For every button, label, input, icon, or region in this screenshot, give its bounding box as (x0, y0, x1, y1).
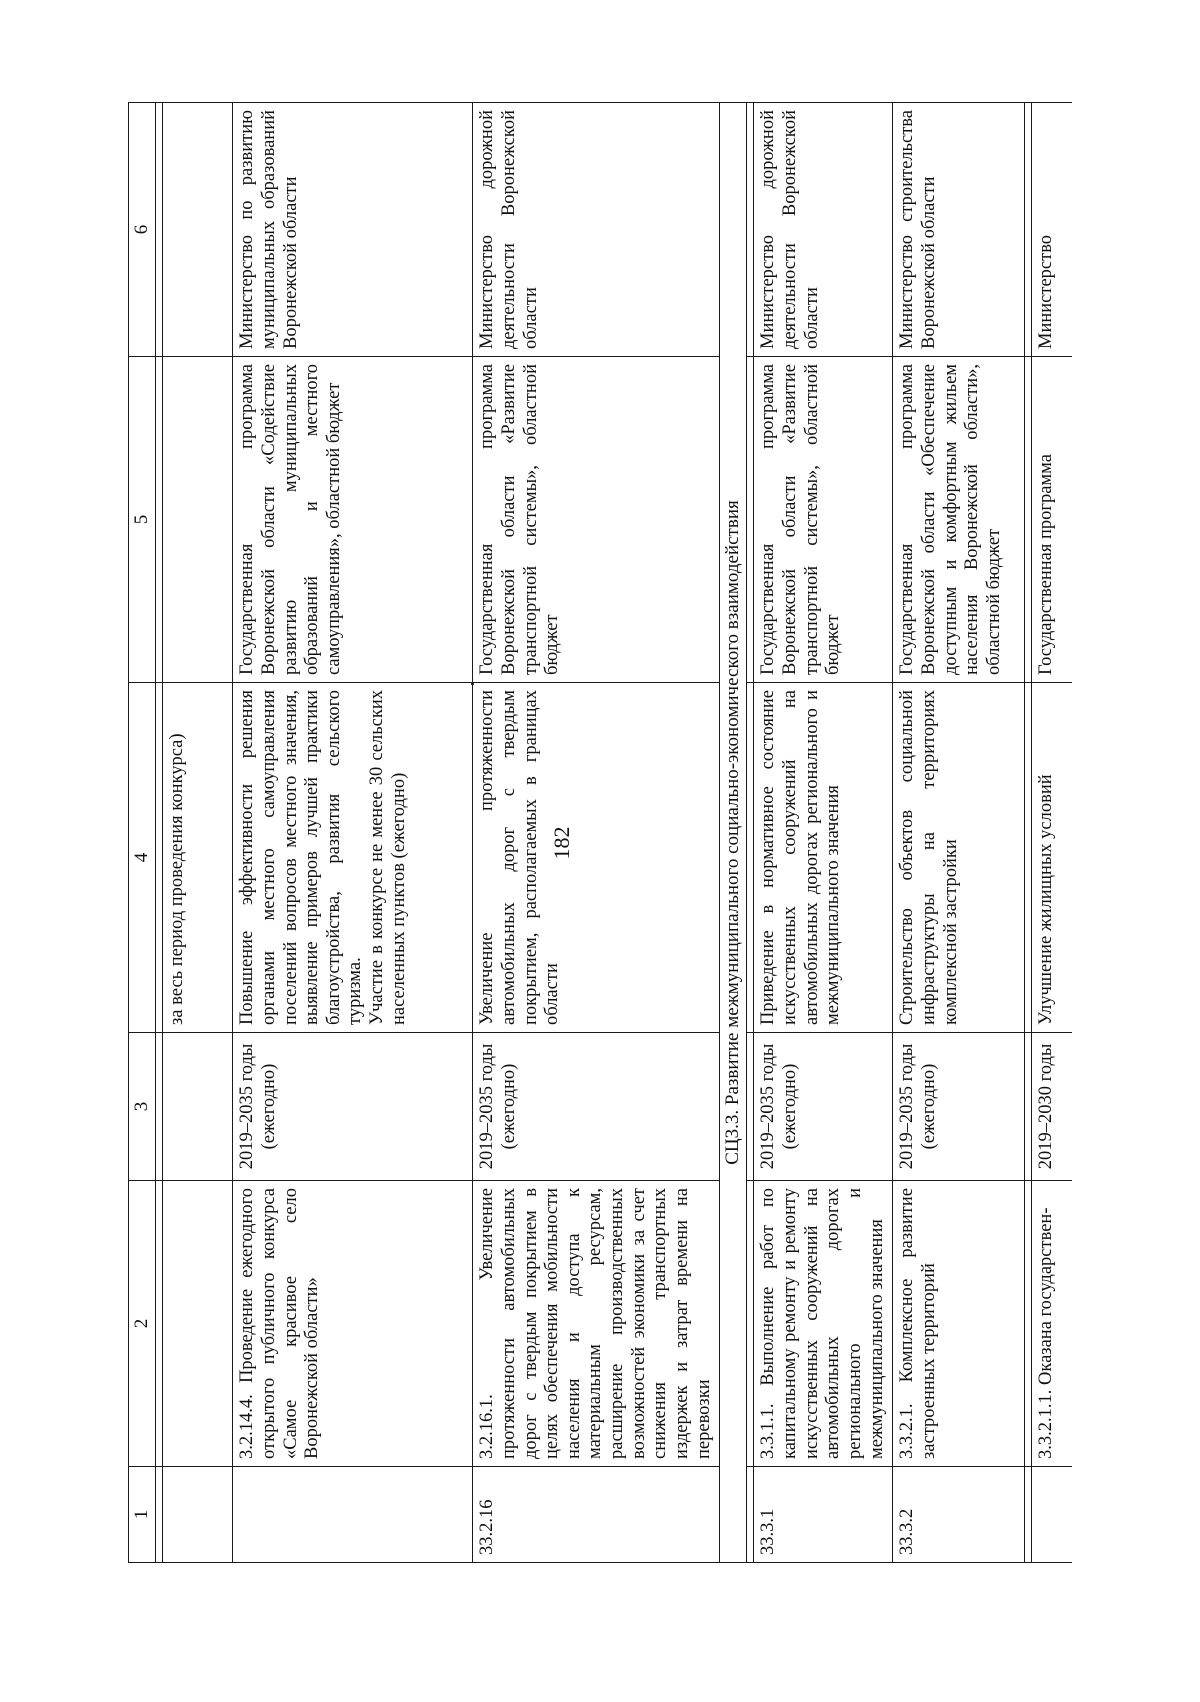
column-header: 3 (129, 1033, 156, 1181)
period-cell: 2019–2035 годы (ежегодно) (893, 1033, 1025, 1181)
page-number: 182 (549, 826, 574, 860)
source-cell: Государственная программа Воронежской области «Развитие транспортной системы», областной бюджет (754, 357, 893, 683)
measure-cell: 3.2.14.4. Проведение ежегодного открытого публичного конкурса «Самое красивое село Воронежской области» (233, 1181, 473, 1467)
source-cell: Государственная программа Воронежской области «Обеспечение доступным и комфортным жильем населения Воронежской области», областной бюджет (893, 357, 1025, 683)
source-cell: Государственная программа Воронежской области «Развитие транспортной системы», областной бюджет (473, 357, 720, 683)
measure-cell: 3.3.2.1. Комплексное развитие застроенных территорий (893, 1181, 1025, 1467)
table-row (163, 103, 233, 1563)
result-cell: Приведение в нормативное состояние искусственных сооружений на автомобильных дорогах регионального и межмуниципального значения (754, 683, 893, 1033)
result-cell: Увеличение протяженности автомобильных дорог с твердым покрытием, располагаемых в границах области (473, 683, 720, 1033)
source-cell: Государственная программа (1032, 357, 1072, 683)
result-cell: Улучшение жилищных условий (1032, 683, 1072, 1033)
period-cell: 2019–2035 годы (ежегодно) (754, 1033, 893, 1181)
column-header: 1 (129, 1467, 156, 1563)
result-text: Повышение эффективности решения органами местного самоуправления поселений вопросов местного значения, выявление примеров лучшей практики благоустройства, развития сельского туризма. (237, 690, 366, 1025)
column-header: 5 (129, 357, 156, 683)
section-title: СЦ3.3. Развитие межмуниципального социально-экономического взаимодействия (720, 103, 747, 1563)
table-row (754, 103, 893, 1563)
code-cell: 33.2.16 (473, 1467, 720, 1563)
period-cell (163, 1033, 233, 1181)
table-row (893, 103, 1025, 1563)
column-header: 4 (129, 683, 156, 1033)
responsible-cell: Министерство (1032, 103, 1072, 357)
responsible-cell (163, 103, 233, 357)
column-header: 2 (129, 1181, 156, 1467)
responsible-cell: Министерство дорожной деятельности Воронежской области (473, 103, 720, 357)
measure-cell: 3.3.2.1.1. Оказана государствен- (1032, 1181, 1072, 1467)
table-row (1032, 103, 1072, 1563)
result-cell: Строительство объектов социальной инфраструктуры на территориях комплексной застройки (893, 683, 1025, 1033)
period-cell: 2019–2035 годы (ежегодно) (473, 1033, 720, 1181)
code-cell (233, 1467, 473, 1563)
table-row (233, 103, 473, 1563)
column-header: 6 (129, 103, 156, 357)
code-cell (163, 1467, 233, 1563)
result-cell (233, 683, 473, 1033)
responsible-cell: Министерство строительства Воронежской области (893, 103, 1025, 357)
rotated-page-content (128, 25, 1198, 1585)
section-row (720, 103, 747, 1563)
spacer-row (747, 103, 754, 1563)
responsible-cell: Министерство дорожной деятельности Воронежской области (754, 103, 893, 357)
table-header-row (129, 103, 156, 1563)
table-row (473, 103, 720, 1563)
period-cell: 2019–2035 годы (ежегодно) (233, 1033, 473, 1181)
period-cell: 2019–2030 годы (1032, 1033, 1072, 1181)
result-cell: за весь период проведения конкурса) (163, 683, 233, 1033)
spacer-row (156, 103, 163, 1563)
result-text: Участие в конкурсе не менее 30 сельских населенных пунктов (ежегодно) (367, 690, 409, 1025)
measure-cell: 3.3.1.1. Выполнение работ по капитальному ремонту и ремонту искусственных сооружений на автомобильных дорогах регионального и межмуниципального значения (754, 1181, 893, 1467)
code-cell: 33.3.2 (893, 1467, 1025, 1563)
measures-table (128, 102, 1072, 1563)
source-cell (163, 357, 233, 683)
responsible-cell: Министерство по развитию муниципальных образований Воронежской области (233, 103, 473, 357)
source-cell: Государственная программа Воронежской области «Содействие развитию муниципальных образований и местного самоуправления», областной бюджет (233, 357, 473, 683)
code-cell: 33.3.1 (754, 1467, 893, 1563)
measure-cell (163, 1181, 233, 1467)
measure-cell: 3.2.16.1. Увеличение протяженности автомобильных дорог с твердым покрытием в целях обеспечения мобильности населения и доступа к материальным ресурсам, расширение производственных возможностей экономики за счет снижения транспортных издержек и затрат времени на перевозки (473, 1181, 720, 1467)
code-cell (1032, 1467, 1072, 1563)
spacer-row (1025, 103, 1032, 1563)
